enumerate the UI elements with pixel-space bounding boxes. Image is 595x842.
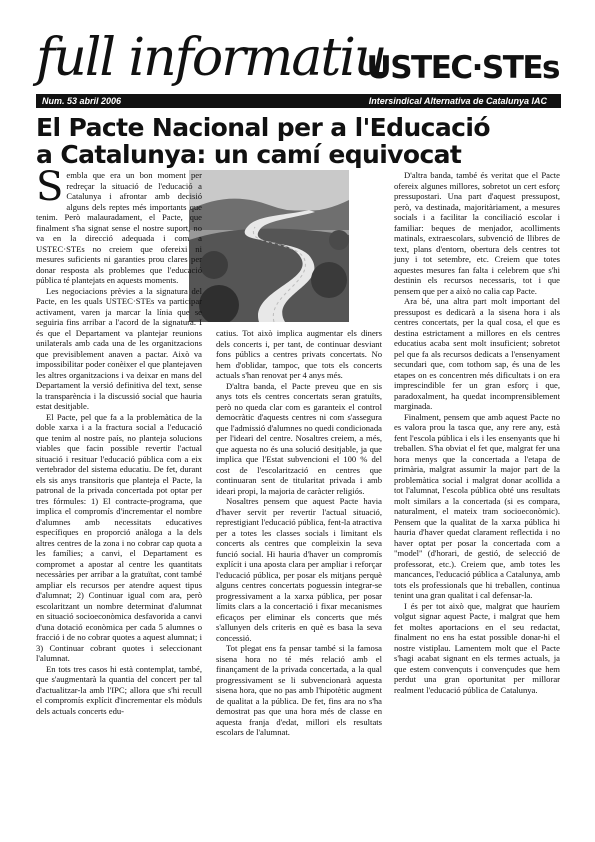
article-paragraph: D'altra banda, el Pacte preveu que en sis anys tots els centres concertats seran gratuïts, però no queda clar com es garanteix el control democràtic d'aquests centres ni com s'assegura que l'admissió d'alumnes no quedi condicionada per l'ideari del centre. Nosaltres creiem, a més, que aquesta no és una solució desitjable, ja que implica que l'Estat subvencioni el 100 % del cost de l'escolarització en centres que continuaran sent de titularitat privada i amb ideari propi, la majoria de caràcter religiós. [216,380,382,496]
article-paragraph: Sembla que era un bon moment per redreçar la situació de l'educació a Catalunya i afrontar amb decisió alguns dels reptes més importants que tenim. Però malauradament, el Pacte, que finalment s'ha signat sense el nostre suport, no va en la direcció adequada i com a USTEC·STEs no creiem que ofereixi ni mesures suficients ni garanties prou clares per donar resposta als problemes que l'educació pública té plantejats en aquests moments. [36,164,202,285]
newsletter-logo: full informatiu [36,28,386,88]
article-paragraph: Ara bé, una altra part molt important del pressupost es dedicarà a la sisena hora i als centres concertats, per la qual cosa, el que es destina estrictament a millores en els centres educatius acaba sent molt insuficient; sobretot pel que fa als recursos dedicats a l'ensenyament secundari que, com tothom sap, és una de les etapes on es concentren més dificultats i on era imprescindible fer un gran esforç i que, paradoxalment, ha quedat incomprensiblement marginada. [394,296,560,411]
headline-line-1: El Pacte Nacional per a l'Educació [36,113,490,142]
issue-bar [36,94,561,108]
headline-line-2: a Catalunya: un camí equivocat [36,140,462,169]
article-paragraph: I és per tot això que, malgrat que hauríem volgut signar aquest Pacte, i malgrat que hem fet moltes aportacions en el seu redactat, finalment no ens ha estat possible donar-hi el nostre vistiplau. Lamentem molt que el Pacte s'hagi acabat signant en els termes actuals, ja que estem convençuts i convençudes que hem perdut una gran oportunitat per millorar realment l'educació pública de Catalunya. [394,600,560,695]
article-column-1 [36,164,202,716]
organization-tagline: Intersindical Alternativa de Catalunya IAC [368,96,547,106]
article-headline [36,114,566,168]
organization-logo: USTEC·STEs [366,50,559,86]
article-paragraph: D'altra banda, també és veritat que el Pacte ofereix algunes millores, sobretot un cert esforç pressupostari. Una part d'aquest pressupost, però, va destinada, majoritàriament, a mesures socials i a facilitar la conciliació escolar i familiar: beques de menjador, acolliments matinals, extraescolars, subvenció de llibres de text, plans d'entorn, obertura dels centres tot juny i tot setembre, etc. Creiem que totes aquestes mesures fan falta i celebrem que s'hi destinin els recursos necessaris, tot i que pensem que per a això no calia cap Pacte. [394,170,560,296]
article-body [36,164,561,810]
article-column-3 [394,170,560,695]
issue-number: Num. 53 abril 2006 [42,96,122,106]
masthead [36,30,561,94]
article-paragraph: En tots tres casos hi està contemplat, també, que s'augmentarà la quantia del concert per tal d'actualitzar-la amb l'IPC; allora que s'hi recull el compromís explícit d'incrementar els mòduls dels actuals concerts edu- [36,663,202,716]
article-paragraph: El Pacte, pel que fa a la problemàtica de la doble xarxa i a la fractura social a l'educació que tenim al nostre país, no planteja solucions viables que facin possible revertir l'actual situació i resituar l'educació pública com a eix vertebrador del sistema educatiu. De fet, durant els sis anys transitoris que planteja el Pacte, la patronal de la privada concertada pot optar per tres fórmules: 1) El contracte-programa, que implica el compromís d'incrementar el nombre d'alumnes amb necessitats educatives específiques en proporció anàloga a la dels altres centres de la zona i no cobrar cap quota a les famílies; a canvi, el Departament es compromet a apostar al centre les quantitats necessàries per arribar a la gratuïtat, cont també ampliar els recursos per atendre aquest tipus d'alumnat; 2) Continuar igual com ara, però escolaritzant un nombre determinat d'alumnat en situació socioeconòmica desfavorida a canvi d'una dotació econòmica per cada 5 alumnes o fracció i de no cobrar quotes a aquest alumnat; i 3) Continuar cobrant quotes i seleccionant l'alumnat. [36,411,202,663]
article-paragraph: Tot plegat ens fa pensar també si la famosa sisena hora no té més relació amb el finançament de la privada concertada, a la qual progressivament se li subvencionarà aquesta sisena hora, que no pas amb l'hipotètic augment de qualitat a la pública. De fet, fins ara no s'ha demostrat pas que una hora més de classe en aquesta franja d'edat, millori els resultats escolars de l'alumnat. [216,643,382,737]
article-paragraph: Finalment, pensem que amb aquest Pacte no es valora prou la tasca que, any rere any, està fent l'escola pública i els i les ensenyants que hi treballen. S'ha obviat el fet que, malgrat fer una hora menys que la concertada a l'etapa de primària, malgrat assumir la major part de la problemàtica social i malgrat donar acollida a tot l'alumnat, l'escola pública obté uns resultats molt similars a la concertada (si es compara, naturalment, el mateix tram socioeconòmic). Pensem que la qualitat de la xarxa pública hi hauria d'haver quedat clarament reflectida i no haver optat per posar la concertada com a "model" (d'horari, de gestió, de selecció de professorat, etc.). Creiem que, amb totes les mancances, l'educació pública a Catalunya, amb tots els professionals que hi treballen, continua tenint una gran qualitat i cal defensar-la. [394,411,560,600]
article-paragraph: Nosaltres pensem que aquest Pacte havia d'haver servit per revertir l'actual situació, represtigiant l'educació pública, fent-la atractiva per a totes les classes socials i limitant els concerts als centres que compleixin la seva funció social. Hi hauria d'haver un compromís explícit i una aposta clara per ampliar i reforçar l'educació pública, per posar els mitjans perquè alguns centres concertats poguessin integrar-se progressivament a la xarxa pública, per posar límits clars a la concertació i fixar mecanismes eficaços per eliminar els concerts que més s'allunyen dels criteris en què es basa la seva concessió. [216,496,382,643]
article-paragraph: catius. Tot això implica augmentar els diners dels concerts i, per tant, de continuar desviant fons públics a centres privats concertats. No hem d'oblidar, tampoc, que tots els concerts actuals s'han renovat per 4 anys més. [216,328,382,380]
article-paragraph: Les negociacions prèvies a la signatura del Pacte, en les quals USTEC·STEs va participar activament, varen ja marcar la línia que se seguiria fins arribar a l'acord de la signatura. I és que el Departament va plantejar reunions unilaterals amb cada una de les organitzacions que previsiblement anaven a pactar. Això va impossibilitar poder conèixer el que plantejaven les altres organitzacions i va deixar en mans del Departament la versió definitiva del text, sense la transparència i la discussió social que hauria estat desitjable. [36,285,202,411]
article-column-2 [216,170,382,738]
drop-cap: S [36,164,64,210]
